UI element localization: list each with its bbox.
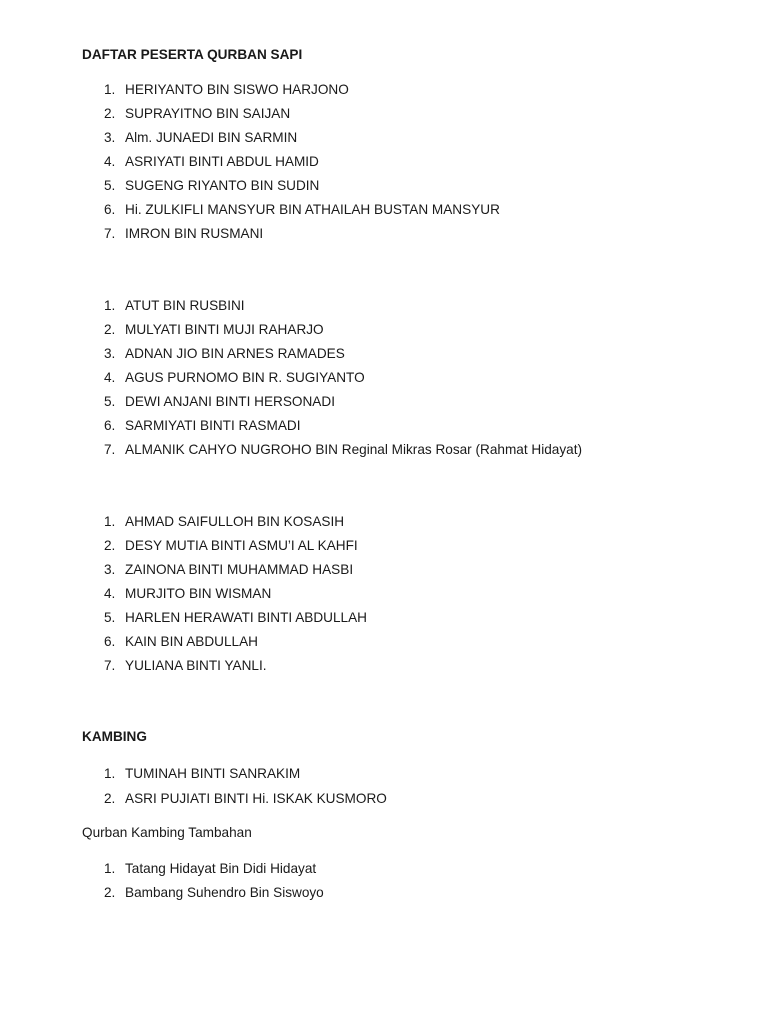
participant-name: Alm. JUNAEDI BIN SARMIN bbox=[125, 130, 298, 145]
list-number: 5. bbox=[104, 610, 116, 625]
list-number: 6. bbox=[104, 202, 116, 217]
participant-name: ALMANIK CAHYO NUGROHO BIN Reginal Mikras Rosar (Rahmat Hidayat) bbox=[125, 442, 583, 457]
list-number: 1. bbox=[104, 82, 116, 97]
participant-name: Tatang Hidayat Bin Didi Hidayat bbox=[125, 861, 317, 876]
participant-name: DESY MUTIA BINTI ASMU’I AL KAHFI bbox=[125, 538, 358, 553]
list-number: 3. bbox=[104, 562, 116, 577]
list-number: 3. bbox=[104, 346, 116, 361]
participant-name: YULIANA BINTI YANLI. bbox=[125, 658, 267, 673]
list-number: 1. bbox=[104, 766, 116, 781]
participant-name: HERIYANTO BIN SISWO HARJONO bbox=[125, 82, 349, 97]
list-number: 5. bbox=[104, 394, 116, 409]
participant-name: ASRI PUJIATI BINTI Hi. ISKAK KUSMORO bbox=[125, 791, 387, 806]
participant-name: SUPRAYITNO BIN SAIJAN bbox=[125, 106, 291, 121]
list-number: 7. bbox=[104, 658, 116, 673]
list-number: 2. bbox=[104, 538, 116, 553]
list-number: 4. bbox=[104, 154, 116, 169]
list-number: 5. bbox=[104, 178, 116, 193]
participant-name: Bambang Suhendro Bin Siswoyo bbox=[125, 885, 324, 900]
participant-name: ATUT BIN RUSBINI bbox=[125, 298, 245, 313]
participant-name: IMRON BIN RUSMANI bbox=[125, 226, 264, 241]
participant-name: AGUS PURNOMO BIN R. SUGIYANTO bbox=[125, 370, 365, 385]
list-number: 2. bbox=[104, 791, 116, 806]
participant-name: MURJITO BIN WISMAN bbox=[125, 586, 272, 601]
list-number: 4. bbox=[104, 370, 116, 385]
list-number: 2. bbox=[104, 106, 116, 121]
list-number: 7. bbox=[104, 442, 116, 457]
list-number: 2. bbox=[104, 885, 116, 900]
participant-name: ASRIYATI BINTI ABDUL HAMID bbox=[125, 154, 319, 169]
list-number: 7. bbox=[104, 226, 116, 241]
participant-name: KAIN BIN ABDULLAH bbox=[125, 634, 258, 649]
participant-name: SUGENG RIYANTO BIN SUDIN bbox=[125, 178, 320, 193]
list-number: 6. bbox=[104, 634, 116, 649]
list-number: 1. bbox=[104, 298, 116, 313]
list-number: 1. bbox=[104, 861, 116, 876]
participant-name: TUMINAH BINTI SANRAKIM bbox=[125, 766, 301, 781]
participant-name: Hi. ZULKIFLI MANSYUR BIN ATHAILAH BUSTAN MANSYUR bbox=[125, 202, 500, 217]
page-title: DAFTAR PESERTA QURBAN SAPI bbox=[82, 47, 303, 62]
participant-name: DEWI ANJANI BINTI HERSONADI bbox=[125, 394, 335, 409]
list-number: 4. bbox=[104, 586, 116, 601]
participant-name: ZAINONA BINTI MUHAMMAD HASBI bbox=[125, 562, 354, 577]
list-number: 1. bbox=[104, 514, 116, 529]
list-number: 6. bbox=[104, 418, 116, 433]
participant-name: AHMAD SAIFULLOH BIN KOSASIH bbox=[125, 514, 345, 529]
participant-name: ADNAN JIO BIN ARNES RAMADES bbox=[125, 346, 345, 361]
participant-name: HARLEN HERAWATI BINTI ABDULLAH bbox=[125, 610, 367, 625]
list-number: 3. bbox=[104, 130, 116, 145]
participant-name: MULYATI BINTI MUJI RAHARJO bbox=[125, 322, 324, 337]
participant-name: SARMIYATI BINTI RASMADI bbox=[125, 418, 301, 433]
tambahan-heading: Qurban Kambing Tambahan bbox=[82, 825, 252, 840]
list-number: 2. bbox=[104, 322, 116, 337]
kambing-heading: KAMBING bbox=[82, 729, 147, 744]
